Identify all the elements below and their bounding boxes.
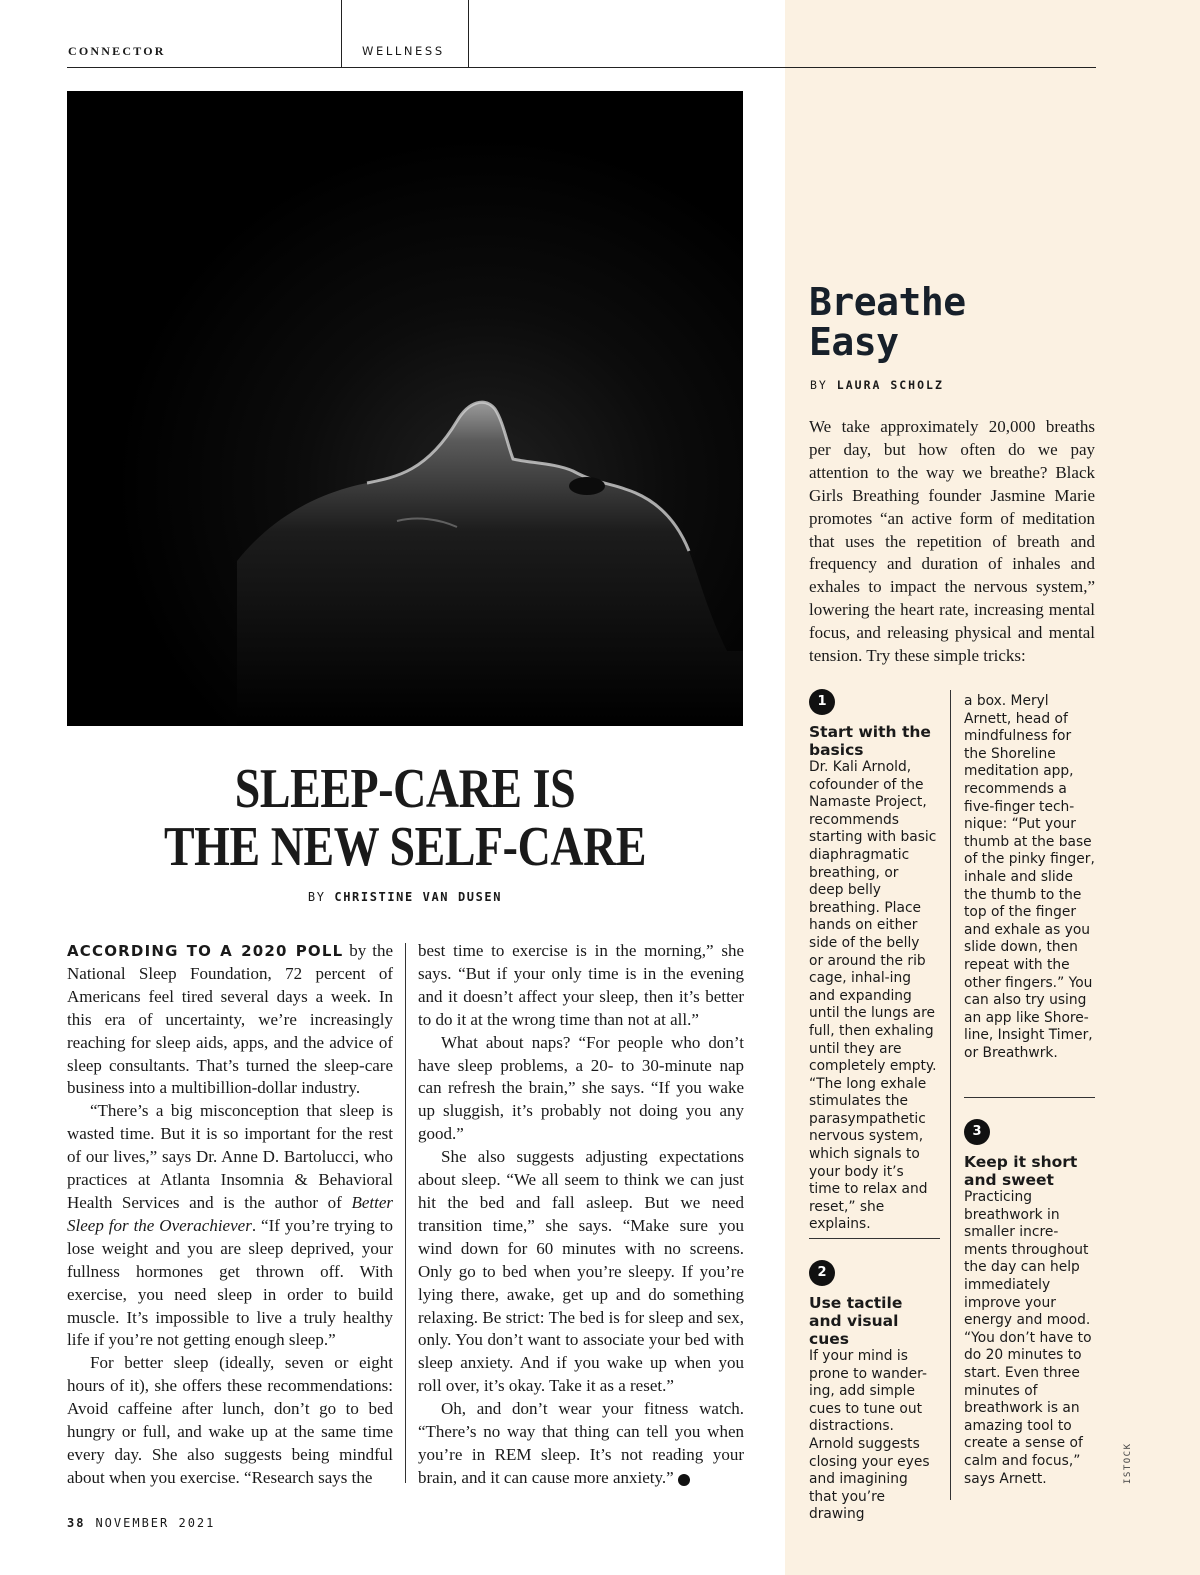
body-paragraph: What about naps? “For people who don’t have sleep problems, a 20- to 30-minute nap can refresh the brain,” she says. “If you wake up sluggish, it’s probably not doing you any good.” <box>418 1032 744 1144</box>
article-headline <box>128 760 682 876</box>
face-profile-illustration <box>67 91 743 726</box>
tip-body: Practicing breathwork in smaller incre-ments throughout the day can help immediately improve your energy and mood. “You don’t have to do 20 minutes to start. Even three minutes of breathwork is an amazing tool to create a sense of calm and focus,” says Arnett. <box>964 1189 1092 1487</box>
header-divider <box>468 0 469 68</box>
article-column-1 <box>67 940 393 1490</box>
lips <box>569 477 605 495</box>
page-footer <box>67 1516 215 1530</box>
tip-body: Dr. Kali Arnold, cofounder of the Namaste Project, recommends starting with basic diaphragmatic breathing, or deep belly breathing. Place hands on either side of the belly or around the rib cage, inhal-ing and expanding until the lungs are full, then exhaling until they are completely empty. “The long exhale stimulates the parasympathetic nervous system, which signals to your body it’s time to relax and reset,” she explains. <box>809 759 937 1233</box>
tip-divider <box>809 1238 940 1239</box>
headline-line: THE NEW SELF-CARE <box>163 816 647 878</box>
end-mark-icon: A <box>678 1474 690 1486</box>
sidebar-title-line: Breathe <box>809 280 966 324</box>
body-paragraph: “There’s a big misconception that sleep is wasted time. But it is so important for the rest of our lives,” says Dr. Anne D. Bartolucci, who practices at Atlanta Insomnia & Behavioral Health Services and is the author of Better Sleep for the Overachiever. “If you’re trying to lose weight and you are sleep deprived, your fullness hormones get thrown off. With exercise, you need sleep in order to build muscle. It’s impossible to live a truly healthy life if you’re not getting enough sleep.” <box>67 1101 393 1350</box>
section-label: CONNECTOR <box>68 44 166 58</box>
sidebar-title-line: Easy <box>809 320 899 364</box>
body-paragraph: For better sleep (ideally, seven or eight hours of it), she offers these recommendations: Avoid caffeine after lunch, don’t go to bed hungry or full, and wake up at the same time every day. She also suggests being mindful about when you exercise. “Research says the <box>67 1353 393 1487</box>
tip-body: a box. Meryl Arnett, head of mindfulness for the Shoreline meditation app, recommends a five-finger tech-nique: “Put your thumb at the base of the pinky finger, inhale and slide the thumb to the top of the finger and exhale as you slide down, then repeat with the other fingers.” You can also try using an app like Shore-line, Insight Timer, or Breathwrk. <box>964 693 1095 1061</box>
tip-body: If your mind is prone to wander-ing, add simple cues to tune out distractions. Arnold suggests closing your eyes and imagining that you’re drawing <box>809 1348 930 1523</box>
author-name: CHRISTINE VAN DUSEN <box>334 890 503 904</box>
column-divider <box>405 943 406 1483</box>
tip-2-continued <box>964 693 1096 1062</box>
tip-3 <box>964 1119 1096 1488</box>
tip-title: Keep it short and sweet <box>964 1153 1078 1189</box>
tip-number-badge: 1 <box>809 689 835 715</box>
article-byline <box>67 890 743 904</box>
book-title: Better Sleep for the Overachiever <box>67 1192 393 1235</box>
header-divider <box>341 0 342 68</box>
issue-date: NOVEMBER 2021 <box>95 1516 216 1530</box>
body-paragraph: Oh, and don’t wear your fitness watch. “There’s no way that thing can tell you when you’re in REM sleep. It’s not reading your brain, and it can cause more anxiety.” A <box>418 1399 744 1487</box>
tip-number-badge: 3 <box>964 1119 990 1145</box>
tip-1 <box>809 689 937 1234</box>
category-label: WELLNESS <box>362 44 445 58</box>
tip-title: Use tactile and visual cues <box>809 1294 903 1348</box>
tip-divider <box>964 1097 1095 1098</box>
page-number: 38 <box>67 1516 86 1530</box>
byline-prefix: BY <box>307 890 326 904</box>
tip-2 <box>809 1260 939 1524</box>
header-rule <box>67 67 1096 68</box>
body-paragraph: ACCORDING TO A 2020 POLL by the National Sleep Foundation, 72 percent of Americans feel tired several days a week. In this era of uncertainty, we’re increasingly reaching for sleep aids, apps, and the advice of sleep consultants. That’s turned the sleep-care business into a multibillion-dollar industry. <box>67 941 393 1098</box>
body-paragraph: best time to exercise is in the morning,” she says. “But if your only time is in the evening and it doesn’t affect your sleep, then it’s better to do it at the wrong time than not at all.” <box>418 941 744 1029</box>
tip-column-divider <box>950 690 951 1500</box>
tip-title: Start with the basics <box>809 723 931 759</box>
body-paragraph: She also suggests adjusting expectations about sleep. “We all seem to think we can just hit the bed and fall asleep. But we need transition time,” she says. “Make sure you wind down for 60 minutes with no screens. Only go to bed when you’re sleepy. If you’re lying there, awake, get up and do something relaxing. Be strict: The bed is for sleep and sex, only. You don’t want to associate your bed with sleep anxiety. And if you wake up when you roll over, it’s okay. Take it as a reset.” <box>418 1147 744 1396</box>
sidebar-byline <box>810 378 944 392</box>
photo-credit: ISTOCK <box>1123 1442 1133 1484</box>
author-name: LAURA SCHOLZ <box>836 378 944 392</box>
hero-photo <box>67 91 743 726</box>
headline-line: SLEEP-CARE IS <box>234 758 576 820</box>
sidebar-title <box>809 282 966 362</box>
byline-prefix: BY <box>810 378 828 392</box>
tip-number-badge: 2 <box>809 1260 835 1286</box>
lead-in: ACCORDING TO A 2020 POLL <box>67 942 344 960</box>
sidebar-intro: We take approximately 20,000 breaths per day, but how often do we pay attention to the way we breathe? Black Girls Breathing founder Jasmine Marie promotes “an active form of meditation that uses the repetition of breath and frequency and duration of inhales and exhales to impact the nervous system,” lowering the heart rate, increasing mental focus, and releasing physical and mental tension. Try these simple tricks: <box>809 417 1095 666</box>
article-column-2 <box>418 940 744 1490</box>
